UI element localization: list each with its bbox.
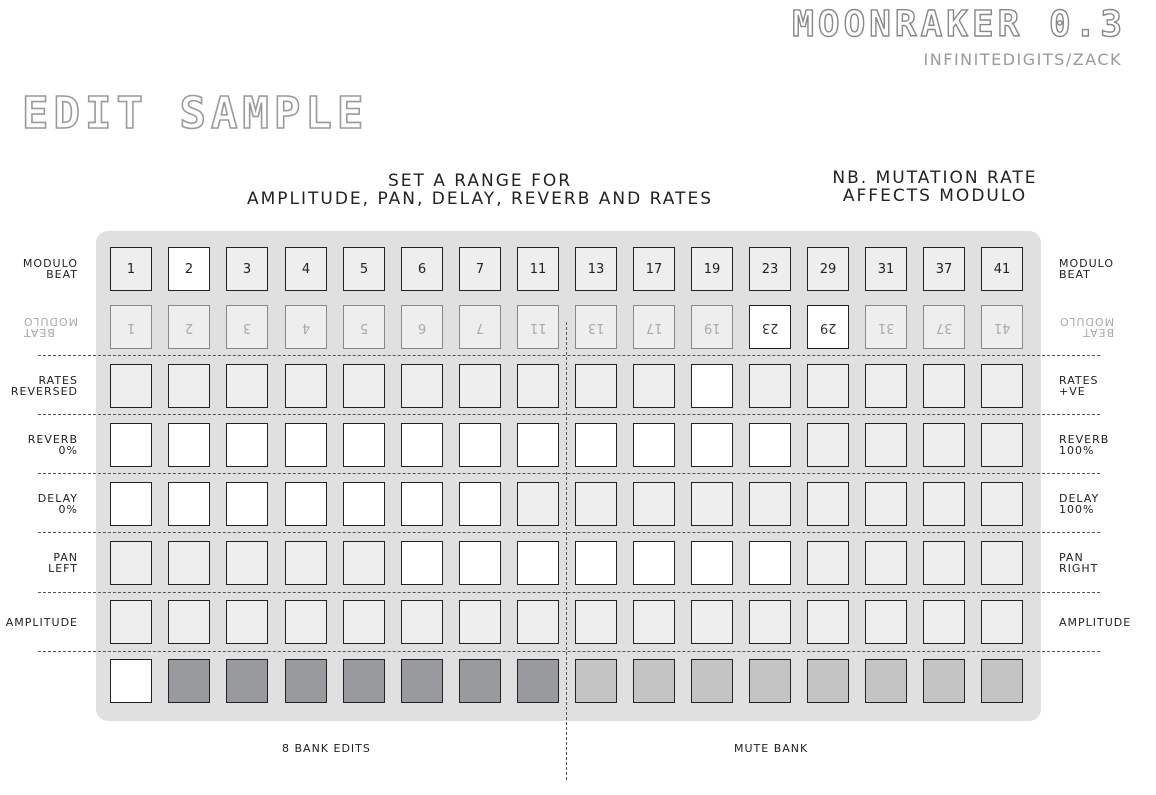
reverb-cell[interactable] — [981, 423, 1023, 467]
reverb-cell[interactable] — [923, 423, 965, 467]
modulo-beat-cell[interactable] — [517, 247, 559, 291]
rates-cell[interactable] — [865, 364, 907, 408]
modulo-beat-cell-value: 1 — [126, 261, 136, 277]
reverb-left-label — [28, 434, 78, 456]
modulo-beat-cell-value: 29 — [819, 261, 837, 277]
reverb-cell[interactable] — [865, 423, 907, 467]
bank-cell[interactable] — [749, 659, 791, 703]
rates-cell[interactable] — [749, 364, 791, 408]
modulo-beat-cell-value: 13 — [587, 261, 605, 277]
amplitude-cell[interactable] — [633, 600, 675, 644]
modulo-beat-mirrored-cell-value: 2 — [184, 319, 194, 335]
modulo-beat-cell-value: 41 — [993, 261, 1011, 277]
modulo-beat-cell[interactable] — [226, 247, 268, 291]
page-title: EDIT SAMPLE — [22, 88, 369, 139]
delay-cell[interactable] — [691, 482, 733, 526]
modulo-beat-cell-value: 6 — [417, 261, 427, 277]
pan-cell[interactable] — [459, 541, 501, 585]
reverb-cell[interactable] — [459, 423, 501, 467]
delay-left-label-line: 0% — [58, 503, 78, 516]
bank-divider-line — [566, 322, 567, 780]
rates-cell[interactable] — [923, 364, 965, 408]
delay-cell[interactable] — [575, 482, 617, 526]
amplitude-cell[interactable] — [459, 600, 501, 644]
modulo-beat-right-label — [1059, 258, 1114, 280]
rates-cell[interactable] — [981, 364, 1023, 408]
amplitude-cell[interactable] — [807, 600, 849, 644]
modulo-beat-cell-value: 11 — [529, 261, 547, 277]
delay-cell[interactable] — [285, 482, 327, 526]
range-note-line-2: AMPLITUDE, PAN, DELAY, REVERB AND RATES — [246, 189, 713, 209]
bank-cell[interactable] — [865, 659, 907, 703]
reverb-cell[interactable] — [226, 423, 268, 467]
delay-cell[interactable] — [110, 482, 152, 526]
delay-right-label-line: DELAY — [1059, 492, 1100, 505]
amplitude-right-label — [1059, 617, 1131, 628]
range-note — [230, 172, 730, 208]
pan-left-label-line: LEFT — [48, 562, 78, 575]
modulo-beat-mirrored-cell[interactable] — [575, 305, 617, 349]
modulo-beat-mirrored-cell[interactable] — [401, 305, 443, 349]
modulo-beat-right-label-line: MODULO — [1059, 257, 1115, 270]
amplitude-cell[interactable] — [517, 600, 559, 644]
modulo-beat-cell-value: 2 — [184, 261, 194, 277]
pan-right-label-line: RIGHT — [1059, 562, 1099, 575]
reverb-cell[interactable] — [285, 423, 327, 467]
range-note-line-1: SET A RANGE FOR — [387, 171, 573, 191]
delay-cell[interactable] — [633, 482, 675, 526]
amplitude-left-label-line: AMPLITUDE — [5, 615, 78, 629]
modulo-beat-mirrored-cell[interactable] — [865, 305, 907, 349]
modulo-beat-mirrored-cell[interactable] — [517, 305, 559, 349]
modulo-beat-mirrored-cell[interactable] — [110, 305, 152, 349]
modulo-beat-mirrored-cell[interactable] — [749, 305, 791, 349]
amplitude-cell[interactable] — [981, 600, 1023, 644]
modulo-beat-cell-value: 17 — [645, 261, 663, 277]
modulo-beat-mirrored-cell[interactable] — [343, 305, 385, 349]
reverb-left-label-line: REVERB — [27, 433, 78, 446]
pan-cell[interactable] — [865, 541, 907, 585]
modulo-beat-right-label-line: BEAT — [1059, 268, 1091, 281]
modulo-beat-cell[interactable] — [343, 247, 385, 291]
bank-cell[interactable] — [633, 659, 675, 703]
reverb-right-label-line: REVERB — [1059, 433, 1110, 446]
reverb-cell[interactable] — [517, 423, 559, 467]
reverb-cell[interactable] — [807, 423, 849, 467]
rates-left-label — [11, 375, 78, 397]
rates-cell[interactable] — [633, 364, 675, 408]
modulo-beat-mirrored-cell[interactable] — [285, 305, 327, 349]
delay-right-label-line: 100% — [1059, 503, 1095, 516]
amplitude-cell[interactable] — [575, 600, 617, 644]
modulo-beat-mirrored-right-label-line: MODULO — [1059, 315, 1115, 328]
row-divider-line — [38, 473, 1100, 474]
delay-cell[interactable] — [981, 482, 1023, 526]
rates-cell[interactable] — [401, 364, 443, 408]
bank-cell[interactable] — [981, 659, 1023, 703]
pan-cell[interactable] — [575, 541, 617, 585]
modulo-beat-cell-value: 7 — [475, 261, 485, 277]
bank-cell[interactable] — [110, 659, 152, 703]
amplitude-cell[interactable] — [749, 600, 791, 644]
delay-cell[interactable] — [749, 482, 791, 526]
amplitude-cell[interactable] — [923, 600, 965, 644]
bank-cell[interactable] — [226, 659, 268, 703]
reverb-left-label-line: 0% — [58, 444, 78, 457]
rates-right-label — [1059, 375, 1099, 397]
pan-cell[interactable] — [691, 541, 733, 585]
pan-left-label — [48, 552, 78, 574]
amplitude-cell[interactable] — [691, 600, 733, 644]
pan-cell[interactable] — [807, 541, 849, 585]
footer-bank-edits: 8 BANK EDITS — [282, 742, 371, 755]
modulo-beat-cell[interactable] — [633, 247, 675, 291]
reverb-cell[interactable] — [691, 423, 733, 467]
modulo-beat-cell-value: 4 — [301, 261, 311, 277]
modulo-beat-mirrored-cell-value: 41 — [993, 319, 1011, 335]
modulo-beat-mirrored-left-label-line: BEAT — [22, 326, 55, 339]
modulo-beat-left-label-line: BEAT — [46, 268, 78, 281]
modulo-beat-mirrored-cell-value: 31 — [877, 319, 895, 335]
modulo-beat-mirrored-cell[interactable] — [981, 305, 1023, 349]
modulo-beat-mirrored-cell-value: 13 — [587, 319, 605, 335]
delay-cell[interactable] — [401, 482, 443, 526]
pan-cell[interactable] — [343, 541, 385, 585]
bank-cell[interactable] — [168, 659, 210, 703]
modulo-beat-cell-value: 31 — [877, 261, 895, 277]
bank-cell[interactable] — [459, 659, 501, 703]
amplitude-cell[interactable] — [285, 600, 327, 644]
modulo-beat-mirrored-cell-value: 1 — [126, 319, 136, 335]
delay-cell[interactable] — [343, 482, 385, 526]
modulo-beat-cell-value: 3 — [242, 261, 252, 277]
amplitude-cell[interactable] — [110, 600, 152, 644]
modulo-beat-cell-value: 19 — [703, 261, 721, 277]
rates-cell[interactable] — [517, 364, 559, 408]
mutation-note — [810, 169, 1060, 205]
modulo-beat-left-label-line: MODULO — [22, 257, 78, 270]
bank-cell[interactable] — [575, 659, 617, 703]
bank-cell[interactable] — [807, 659, 849, 703]
bank-cell[interactable] — [401, 659, 443, 703]
rates-cell[interactable] — [110, 364, 152, 408]
modulo-beat-cell-value: 23 — [761, 261, 779, 277]
modulo-beat-left-label — [23, 258, 78, 280]
modulo-beat-cell[interactable] — [981, 247, 1023, 291]
modulo-beat-mirrored-cell-value: 37 — [935, 319, 953, 335]
pan-right-label — [1059, 552, 1098, 574]
modulo-beat-mirrored-cell-value: 4 — [301, 319, 311, 335]
modulo-beat-cell[interactable] — [110, 247, 152, 291]
amplitude-cell[interactable] — [865, 600, 907, 644]
modulo-beat-mirrored-right-label — [1059, 316, 1114, 338]
modulo-beat-mirrored-cell-value: 23 — [761, 319, 779, 335]
modulo-beat-cell[interactable] — [923, 247, 965, 291]
amplitude-cell[interactable] — [401, 600, 443, 644]
pan-cell[interactable] — [226, 541, 268, 585]
pan-cell[interactable] — [285, 541, 327, 585]
modulo-beat-mirrored-cell-value: 5 — [359, 319, 369, 335]
delay-cell[interactable] — [168, 482, 210, 526]
row-divider-line — [38, 414, 1100, 415]
pan-cell[interactable] — [633, 541, 675, 585]
modulo-beat-cell[interactable] — [401, 247, 443, 291]
row-divider-line — [38, 651, 1100, 652]
modulo-beat-mirrored-cell-value: 19 — [703, 319, 721, 335]
rates-cell[interactable] — [343, 364, 385, 408]
modulo-beat-mirrored-cell[interactable] — [633, 305, 675, 349]
delay-cell[interactable] — [459, 482, 501, 526]
modulo-beat-cell[interactable] — [575, 247, 617, 291]
reverb-cell[interactable] — [343, 423, 385, 467]
modulo-beat-mirrored-right-label-line: BEAT — [1082, 326, 1115, 339]
bank-cell[interactable] — [923, 659, 965, 703]
modulo-beat-cell[interactable] — [168, 247, 210, 291]
row-divider-line — [38, 355, 1100, 356]
rates-right-label-line: RATES — [1059, 374, 1099, 387]
delay-cell[interactable] — [923, 482, 965, 526]
pan-cell[interactable] — [110, 541, 152, 585]
rates-cell[interactable] — [691, 364, 733, 408]
modulo-beat-mirrored-cell[interactable] — [459, 305, 501, 349]
delay-cell[interactable] — [865, 482, 907, 526]
bank-cell[interactable] — [691, 659, 733, 703]
modulo-beat-cell[interactable] — [285, 247, 327, 291]
modulo-beat-cell-value: 5 — [359, 261, 369, 277]
rates-cell[interactable] — [459, 364, 501, 408]
rates-left-label-line: REVERSED — [10, 385, 78, 398]
modulo-beat-cell[interactable] — [691, 247, 733, 291]
reverb-right-label-line: 100% — [1059, 444, 1095, 457]
amplitude-left-label — [6, 617, 78, 628]
reverb-right-label — [1059, 434, 1109, 456]
delay-cell[interactable] — [226, 482, 268, 526]
rates-cell[interactable] — [168, 364, 210, 408]
modulo-beat-cell[interactable] — [459, 247, 501, 291]
amplitude-cell[interactable] — [343, 600, 385, 644]
rates-cell[interactable] — [226, 364, 268, 408]
rates-cell[interactable] — [807, 364, 849, 408]
pan-cell[interactable] — [923, 541, 965, 585]
reverb-cell[interactable] — [401, 423, 443, 467]
modulo-beat-mirrored-cell-value: 7 — [475, 319, 485, 335]
rates-left-label-line: RATES — [38, 374, 78, 387]
rates-cell[interactable] — [285, 364, 327, 408]
modulo-beat-mirrored-cell-value: 29 — [819, 319, 837, 335]
modulo-beat-cell[interactable] — [749, 247, 791, 291]
delay-left-label-line: DELAY — [37, 492, 78, 505]
pan-cell[interactable] — [168, 541, 210, 585]
footer-mute-bank: MUTE BANK — [734, 742, 809, 755]
modulo-beat-mirrored-cell-value: 11 — [529, 319, 547, 335]
pan-left-label-line: PAN — [53, 551, 78, 564]
reverb-cell[interactable] — [633, 423, 675, 467]
row-divider-line — [38, 532, 1100, 533]
reverb-cell[interactable] — [575, 423, 617, 467]
modulo-beat-mirrored-cell[interactable] — [807, 305, 849, 349]
pan-cell[interactable] — [401, 541, 443, 585]
amplitude-cell[interactable] — [226, 600, 268, 644]
modulo-beat-cell[interactable] — [807, 247, 849, 291]
bank-cell[interactable] — [517, 659, 559, 703]
modulo-beat-mirrored-cell-value: 3 — [242, 319, 252, 335]
amplitude-right-label-line: AMPLITUDE — [1059, 615, 1132, 629]
modulo-beat-mirrored-cell-value: 6 — [417, 319, 427, 335]
modulo-beat-mirrored-cell[interactable] — [691, 305, 733, 349]
credit-text: INFINITEDIGITS/ZACK — [923, 50, 1122, 69]
mutation-note-line-2: AFFECTS MODULO — [842, 186, 1028, 206]
modulo-beat-mirrored-cell-value: 17 — [645, 319, 663, 335]
modulo-beat-cell-value: 37 — [935, 261, 953, 277]
pan-cell[interactable] — [749, 541, 791, 585]
app-title: MOONRAKER 0.3 — [792, 4, 1126, 45]
rates-right-label-line: +VE — [1059, 385, 1086, 398]
bank-cell[interactable] — [285, 659, 327, 703]
modulo-beat-mirrored-cell[interactable] — [226, 305, 268, 349]
mutation-note-line-1: NB. MUTATION RATE — [832, 168, 1038, 188]
delay-left-label — [38, 493, 78, 515]
modulo-beat-mirrored-left-label-line: MODULO — [22, 315, 78, 328]
pan-cell[interactable] — [981, 541, 1023, 585]
modulo-beat-mirrored-cell[interactable] — [168, 305, 210, 349]
reverb-cell[interactable] — [168, 423, 210, 467]
delay-cell[interactable] — [517, 482, 559, 526]
modulo-beat-mirrored-left-label — [23, 316, 78, 338]
modulo-beat-cell[interactable] — [865, 247, 907, 291]
reverb-cell[interactable] — [110, 423, 152, 467]
bank-cell[interactable] — [343, 659, 385, 703]
amplitude-cell[interactable] — [168, 600, 210, 644]
delay-right-label — [1059, 493, 1099, 515]
modulo-beat-mirrored-cell[interactable] — [923, 305, 965, 349]
delay-cell[interactable] — [807, 482, 849, 526]
pan-right-label-line: PAN — [1059, 551, 1084, 564]
rates-cell[interactable] — [575, 364, 617, 408]
row-divider-line — [38, 592, 1100, 593]
reverb-cell[interactable] — [749, 423, 791, 467]
pan-cell[interactable] — [517, 541, 559, 585]
